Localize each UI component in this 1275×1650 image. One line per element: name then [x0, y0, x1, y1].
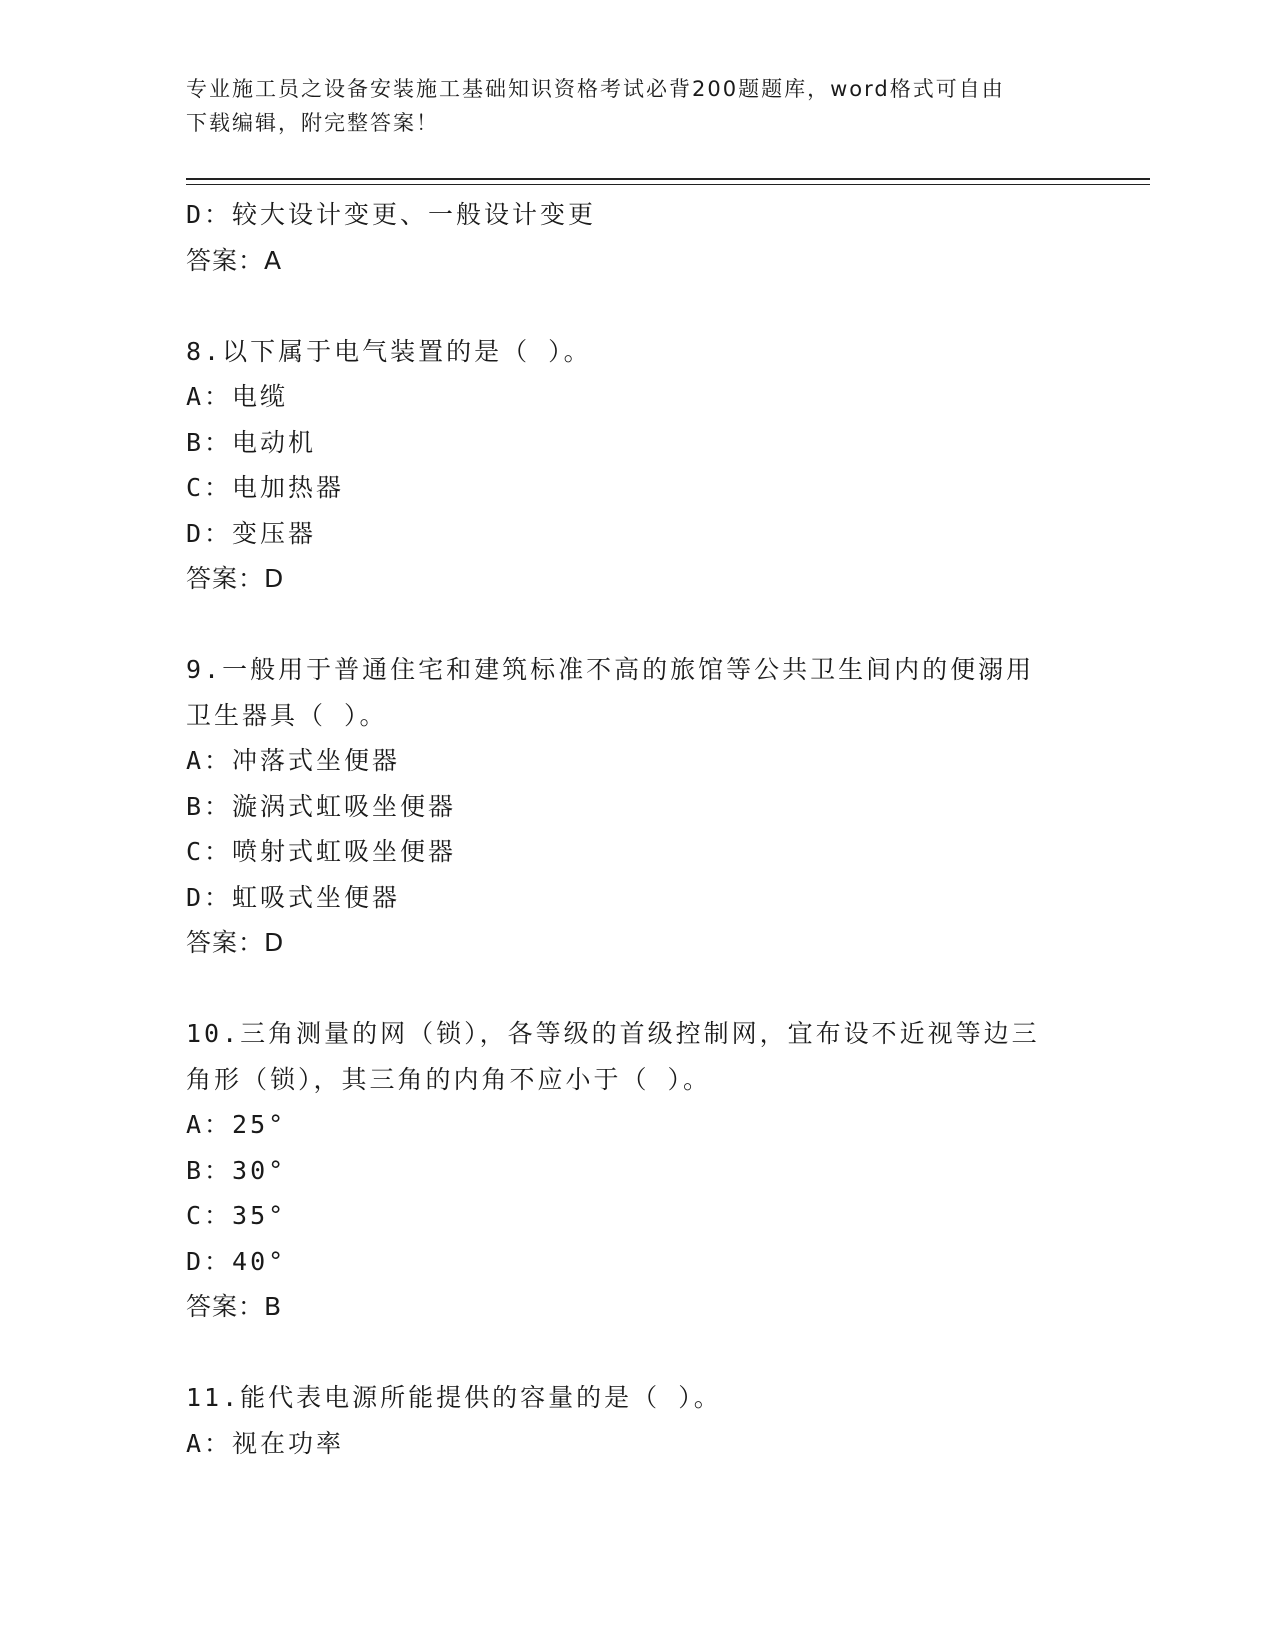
option-c: C：电加热器: [186, 473, 345, 502]
option-b: B：30°: [186, 1155, 287, 1185]
document-header: [186, 72, 1086, 140]
header-rule-thin: [186, 184, 1150, 185]
option-b: B：电动机: [186, 427, 317, 457]
answer: 答案：A: [186, 245, 283, 275]
answer: 答案：D: [186, 564, 285, 593]
answer: 答案：B: [186, 1292, 283, 1321]
question-11: [186, 1375, 1086, 1466]
option-d: D：较大设计变更、一般设计变更: [186, 200, 597, 229]
header-rule-thick: [186, 178, 1150, 180]
header-line-1: 专业施工员之设备安装施工基础知识资格考试必背200题题库，word格式可自由: [186, 77, 1005, 101]
question-prev: [186, 192, 1086, 283]
option-a: A：电缆: [186, 382, 289, 411]
answer: 答案：D: [186, 928, 285, 957]
question-stem: 8.以下属于电气装置的是（ ）。: [186, 336, 592, 366]
question-8: [186, 329, 1086, 602]
option-d: D：40°: [186, 1246, 287, 1276]
header-line-2: 下载编辑，附完整答案！: [186, 111, 439, 135]
option-d: D：虹吸式坐便器: [186, 882, 401, 912]
option-c: C：35°: [186, 1201, 287, 1230]
option-c: C：喷射式虹吸坐便器: [186, 837, 457, 866]
option-d: D：变压器: [186, 518, 317, 548]
question-stem-line-1: 10.三角测量的网（锁），各等级的首级控制网，宜布设不近视等边三: [186, 1019, 1040, 1048]
question-stem-line-2: 卫生器具（ ）。: [186, 700, 388, 730]
question-list: [186, 192, 1086, 1466]
option-b: B：漩涡式虹吸坐便器: [186, 791, 457, 821]
option-a: A：冲落式坐便器: [186, 746, 401, 775]
question-9: [186, 647, 1086, 966]
question-stem: 11.能代表电源所能提供的容量的是（ ）。: [186, 1383, 722, 1412]
option-a: A：视在功率: [186, 1428, 345, 1458]
option-a: A：25°: [186, 1110, 287, 1139]
question-10: [186, 1011, 1086, 1330]
question-stem-line-1: 9.一般用于普通住宅和建筑标准不高的旅馆等公共卫生间内的便溺用: [186, 655, 1035, 684]
question-stem-line-2: 角形（锁），其三角的内角不应小于（ ）。: [186, 1064, 712, 1094]
